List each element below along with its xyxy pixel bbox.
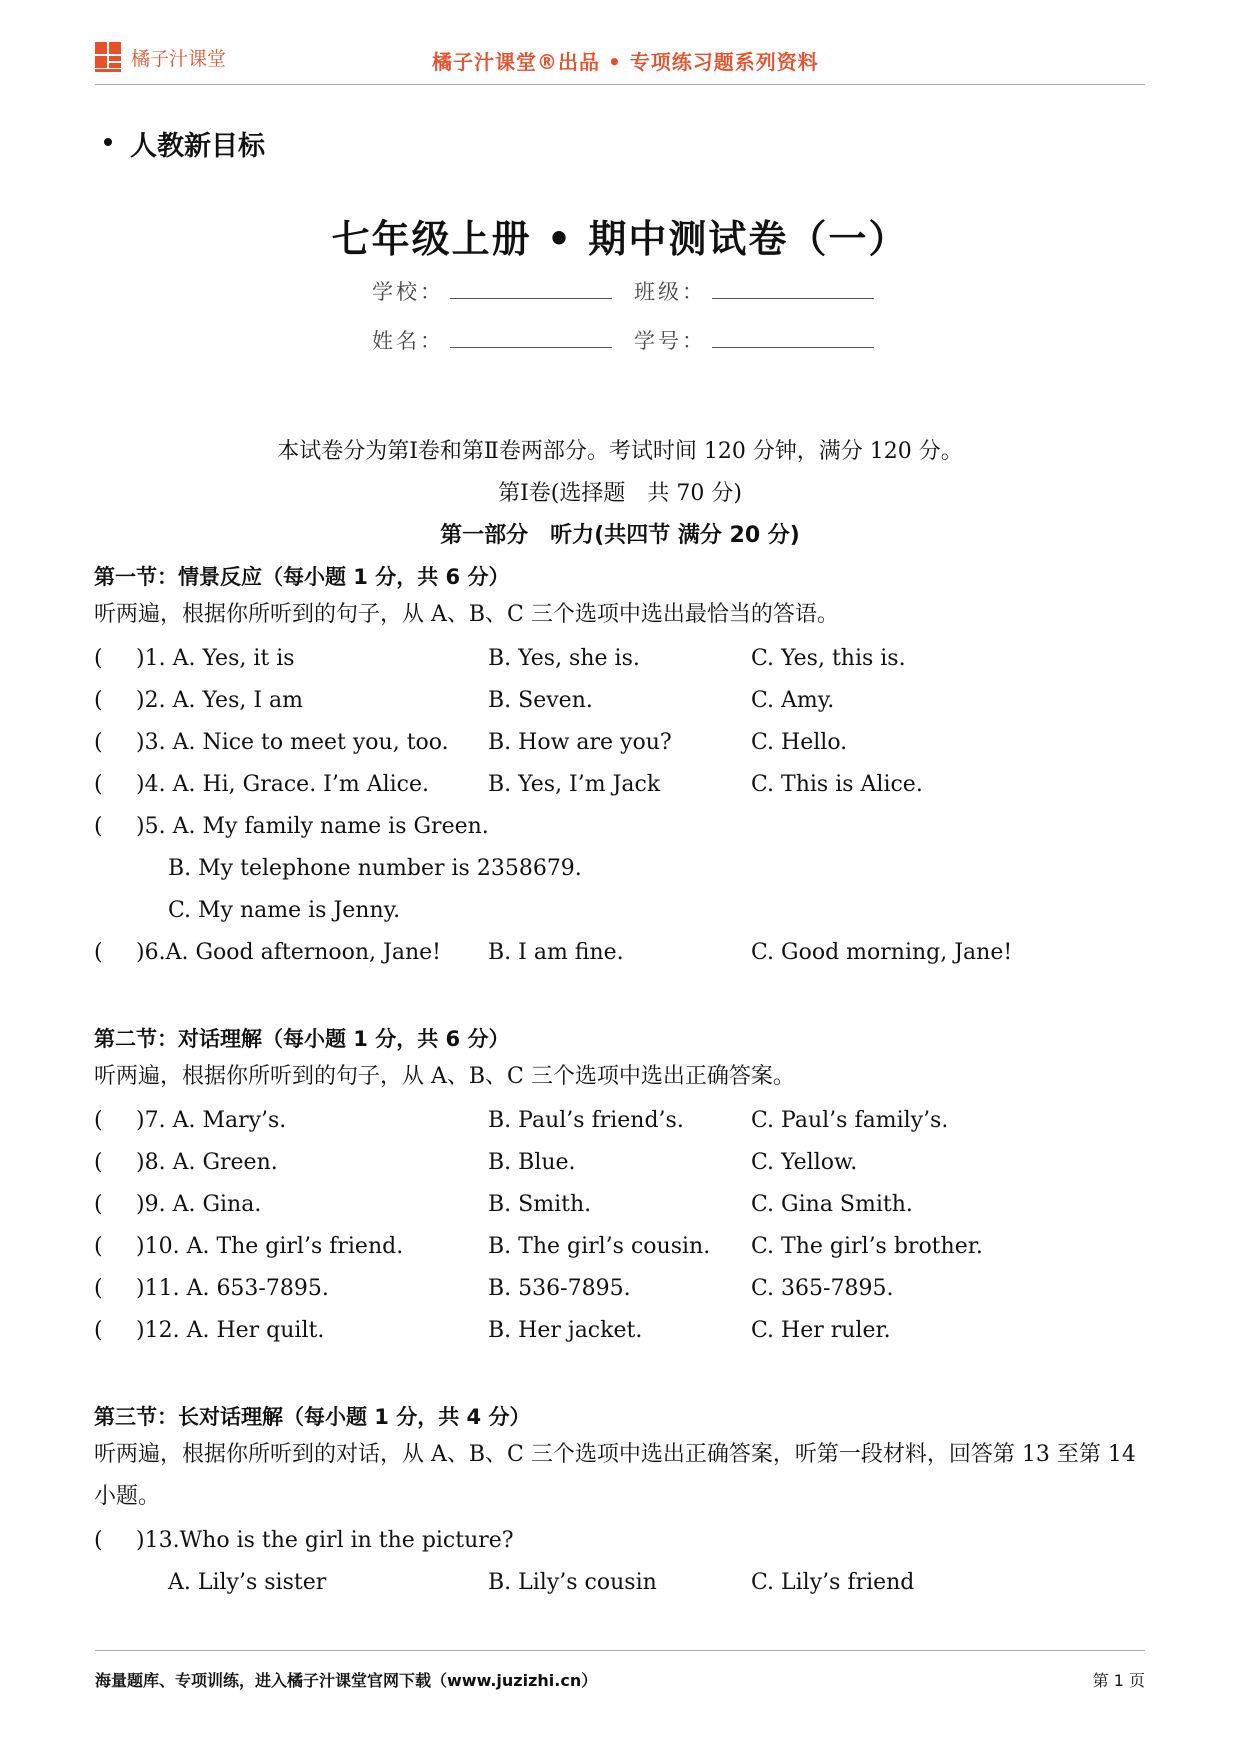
question-stem: )4. A. Hi, Grace. I’m Alice. <box>136 772 430 797</box>
part-heading: 第一部分 听力(共四节 满分 20 分) <box>440 523 800 548</box>
question-row <box>94 688 1154 718</box>
section-instruction: 听两遍，根据你所听到的对话，从 A、B、C 三个选项中选出正确答案，听第一段材料，回答第 13 至第 14 小题。 <box>94 1442 1136 1509</box>
question-row <box>94 814 1154 844</box>
option-c: C. Yellow. <box>751 1150 858 1175</box>
option-b: B. Yes, she is. <box>488 646 640 671</box>
brand-logo <box>95 42 226 72</box>
question-row <box>94 1192 1154 1222</box>
class-blank[interactable] <box>712 280 874 299</box>
answer-paren[interactable]: ( <box>94 772 103 797</box>
answer-paren[interactable]: ( <box>94 1276 103 1301</box>
question-stem: )8. A. Green. <box>136 1150 278 1175</box>
answer-paren[interactable]: ( <box>94 1318 103 1343</box>
name-field: 姓名： <box>372 325 612 355</box>
question-stem: )12. A. Her quilt. <box>136 1318 325 1343</box>
class-field: 班级： <box>634 276 874 306</box>
question-row <box>94 730 1154 760</box>
option-c: C. The girl’s brother. <box>751 1234 983 1259</box>
question-suboption <box>94 898 1154 928</box>
option-c: C. Hello. <box>751 730 848 755</box>
answer-paren[interactable]: ( <box>94 940 103 965</box>
school-field: 学校： <box>372 276 612 306</box>
question-stem: )1. A. Yes, it is <box>136 646 295 671</box>
option-c: C. Good morning, Jane! <box>751 940 1013 965</box>
bullet-dot <box>104 138 112 146</box>
question-stem: )7. A. Mary’s. <box>136 1108 287 1133</box>
question-suboption <box>94 856 1154 886</box>
answer-paren[interactable]: ( <box>94 730 103 755</box>
question-stem: )6.A. Good afternoon, Jane! <box>136 940 442 965</box>
option-b: B. Paul’s friend’s. <box>488 1108 684 1133</box>
header-slogan: 橘子汁课堂®出品 • 专项练习题系列资料 <box>432 50 819 74</box>
answer-paren[interactable]: ( <box>94 688 103 713</box>
question-row <box>94 646 1154 676</box>
question-options <box>94 1570 1154 1600</box>
name-blank[interactable] <box>450 329 612 348</box>
question-stem: )13.Who is the girl in the picture? <box>136 1528 514 1553</box>
section-instruction: 听两遍，根据你所听到的句子，从 A、B、C 三个选项中选出正确答案。 <box>94 1064 795 1089</box>
option-b: B. Smith. <box>488 1192 592 1217</box>
option-c: C. This is Alice. <box>751 772 923 797</box>
section-title: 第二节：对话理解（每小题 1 分，共 6 分） <box>94 1027 510 1051</box>
option-c: C. My name is Jenny. <box>168 898 401 923</box>
option-b: B. Her jacket. <box>488 1318 643 1343</box>
option-c: C. Gina Smith. <box>751 1192 913 1217</box>
student-no-blank[interactable] <box>712 329 874 348</box>
question-stem: )11. A. 653-7895. <box>136 1276 329 1301</box>
option-c: C. Yes, this is. <box>751 646 906 671</box>
question-row <box>94 1150 1154 1180</box>
orange-logo-icon <box>95 42 123 72</box>
header-divider <box>95 84 1145 85</box>
question-row <box>94 772 1154 802</box>
question-row <box>94 1276 1154 1306</box>
option-c: C. Paul’s family’s. <box>751 1108 949 1133</box>
option-b: B. Seven. <box>488 688 593 713</box>
answer-paren[interactable]: ( <box>94 1108 103 1133</box>
publisher-label: 人教新目标 <box>104 124 265 163</box>
option-b: B. How are you? <box>488 730 672 755</box>
brand-name: 橘子汁课堂 <box>131 47 227 70</box>
option-b: B. Blue. <box>488 1150 576 1175</box>
answer-paren[interactable]: ( <box>94 1192 103 1217</box>
question-row <box>94 1528 1154 1558</box>
option-b: B. 536-7895. <box>488 1276 631 1301</box>
answer-paren[interactable]: ( <box>94 1234 103 1259</box>
option-b: B. Yes, I’m Jack <box>488 772 661 797</box>
option-c: C. Lily’s friend <box>751 1570 915 1595</box>
section-title: 第一节：情景反应（每小题 1 分，共 6 分） <box>94 565 510 589</box>
question-stem: )3. A. Nice to meet you, too. <box>136 730 449 755</box>
answer-paren[interactable]: ( <box>94 814 103 839</box>
page-title: 七年级上册 • 期中测试卷（一） <box>331 217 909 261</box>
question-row <box>94 1318 1154 1348</box>
option-b: B. My telephone number is 2358679. <box>168 856 582 881</box>
school-blank[interactable] <box>450 280 612 299</box>
question-stem: )9. A. Gina. <box>136 1192 262 1217</box>
volume-heading: 第Ⅰ卷(选择题 共 70 分) <box>498 481 742 506</box>
section-instruction: 听两遍，根据你所听到的句子，从 A、B、C 三个选项中选出最恰当的答语。 <box>94 602 839 627</box>
page-number: 第 1 页 <box>1092 1671 1145 1690</box>
student-no-field: 学号： <box>634 325 874 355</box>
option-a: A. Lily’s sister <box>168 1570 327 1595</box>
exam-intro: 本试卷分为第Ⅰ卷和第Ⅱ卷两部分。考试时间 120 分钟，满分 120 分。 <box>277 439 963 464</box>
question-row <box>94 1234 1154 1264</box>
question-stem: )10. A. The girl’s friend. <box>136 1234 404 1259</box>
question-row <box>94 1108 1154 1138</box>
footer-divider <box>95 1650 1145 1651</box>
option-c: C. 365-7895. <box>751 1276 894 1301</box>
answer-paren[interactable]: ( <box>94 1528 103 1553</box>
question-row <box>94 940 1154 970</box>
option-b: B. The girl’s cousin. <box>488 1234 711 1259</box>
question-stem: )2. A. Yes, I am <box>136 688 304 713</box>
answer-paren[interactable]: ( <box>94 1150 103 1175</box>
answer-paren[interactable]: ( <box>94 646 103 671</box>
option-b: B. Lily’s cousin <box>488 1570 657 1595</box>
question-stem: )5. A. My family name is Green. <box>136 814 489 839</box>
footer-promo: 海量题库、专项训练，进入橘子汁课堂官网下载（www.juzizhi.cn） <box>95 1671 598 1690</box>
option-c: C. Her ruler. <box>751 1318 891 1343</box>
option-c: C. Amy. <box>751 688 835 713</box>
option-b: B. I am fine. <box>488 940 624 965</box>
section-title: 第三节：长对话理解（每小题 1 分，共 4 分） <box>94 1405 531 1429</box>
